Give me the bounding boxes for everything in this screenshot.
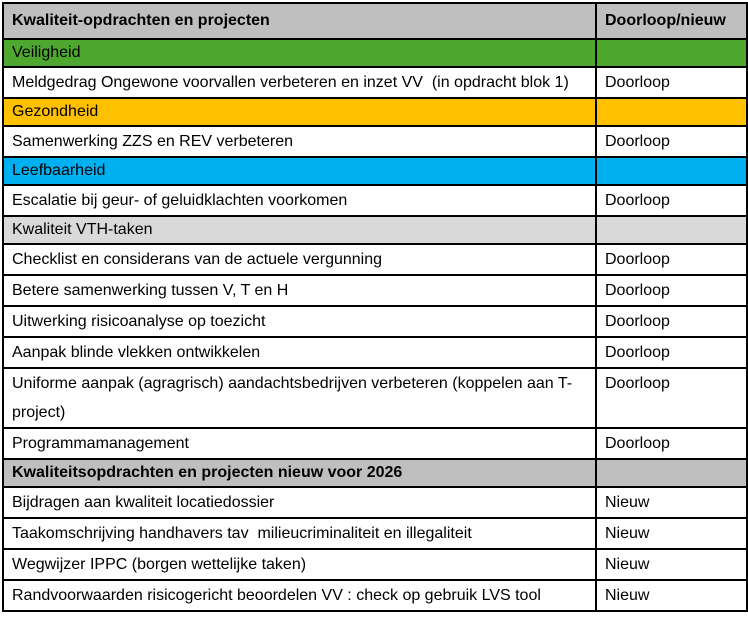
status-cell: Nieuw <box>596 549 747 580</box>
project-label-cell: Uniforme aanpak (agragrisch) aandachtsbedrijven verbeteren (koppelen aan T-project) <box>3 368 596 428</box>
table-row <box>3 428 747 459</box>
project-label-cell: Samenwerking ZZS en REV verbeteren <box>3 126 596 157</box>
project-label-cell: Bijdragen aan kwaliteit locatiedossier <box>3 487 596 518</box>
table-row <box>3 337 747 368</box>
table-row <box>3 487 747 518</box>
status-cell: Nieuw <box>596 580 747 611</box>
project-label-cell: Checklist en considerans van de actuele vergunning <box>3 244 596 275</box>
status-cell <box>596 98 747 126</box>
project-label-cell: Meldgedrag Ongewone voorvallen verbeteren en inzet VV (in opdracht blok 1) <box>3 67 596 98</box>
status-cell: Doorloop <box>596 428 747 459</box>
status-cell: Nieuw <box>596 487 747 518</box>
table-row <box>3 549 747 580</box>
category-row <box>3 216 747 244</box>
table-row <box>3 580 747 611</box>
status-cell <box>596 39 747 67</box>
status-cell: Doorloop <box>596 368 747 428</box>
header-cell-status: Doorloop/nieuw <box>596 3 747 39</box>
status-cell: Doorloop <box>596 126 747 157</box>
table-row <box>3 126 747 157</box>
table-body <box>3 39 747 611</box>
section-row <box>3 459 747 487</box>
status-cell <box>596 216 747 244</box>
table-row <box>3 185 747 216</box>
project-label-cell: Aanpak blinde vlekken ontwikkelen <box>3 337 596 368</box>
status-cell <box>596 459 747 487</box>
project-label-cell: Programmamanagement <box>3 428 596 459</box>
header-cell-projects: Kwaliteit-opdrachten en projecten <box>3 3 596 39</box>
table-row <box>3 275 747 306</box>
category-row <box>3 98 747 126</box>
status-cell <box>596 157 747 185</box>
projects-table <box>2 2 748 612</box>
category-label-cell: Kwaliteit VTH-taken <box>3 216 596 244</box>
table-row <box>3 67 747 98</box>
status-cell: Doorloop <box>596 337 747 368</box>
project-label-cell: Wegwijzer IPPC (borgen wettelijke taken) <box>3 549 596 580</box>
project-label-cell: Randvoorwaarden risicogericht beoordelen VV : check op gebruik LVS tool <box>3 580 596 611</box>
status-cell: Doorloop <box>596 244 747 275</box>
table-row <box>3 518 747 549</box>
category-row <box>3 39 747 67</box>
category-label-cell: Leefbaarheid <box>3 157 596 185</box>
category-label-cell: Kwaliteitsopdrachten en projecten nieuw voor 2026 <box>3 459 596 487</box>
category-row <box>3 157 747 185</box>
table-header-row <box>3 3 747 39</box>
status-cell: Doorloop <box>596 275 747 306</box>
table-row <box>3 244 747 275</box>
category-label-cell: Veiligheid <box>3 39 596 67</box>
status-cell: Doorloop <box>596 306 747 337</box>
project-label-cell: Taakomschrijving handhavers tav milieucriminaliteit en illegaliteit <box>3 518 596 549</box>
status-cell: Doorloop <box>596 67 747 98</box>
project-label-cell: Uitwerking risicoanalyse op toezicht <box>3 306 596 337</box>
status-cell: Nieuw <box>596 518 747 549</box>
category-label-cell: Gezondheid <box>3 98 596 126</box>
table-row <box>3 368 747 428</box>
table-row <box>3 306 747 337</box>
project-label-cell: Betere samenwerking tussen V, T en H <box>3 275 596 306</box>
status-cell: Doorloop <box>596 185 747 216</box>
project-label-cell: Escalatie bij geur- of geluidklachten voorkomen <box>3 185 596 216</box>
